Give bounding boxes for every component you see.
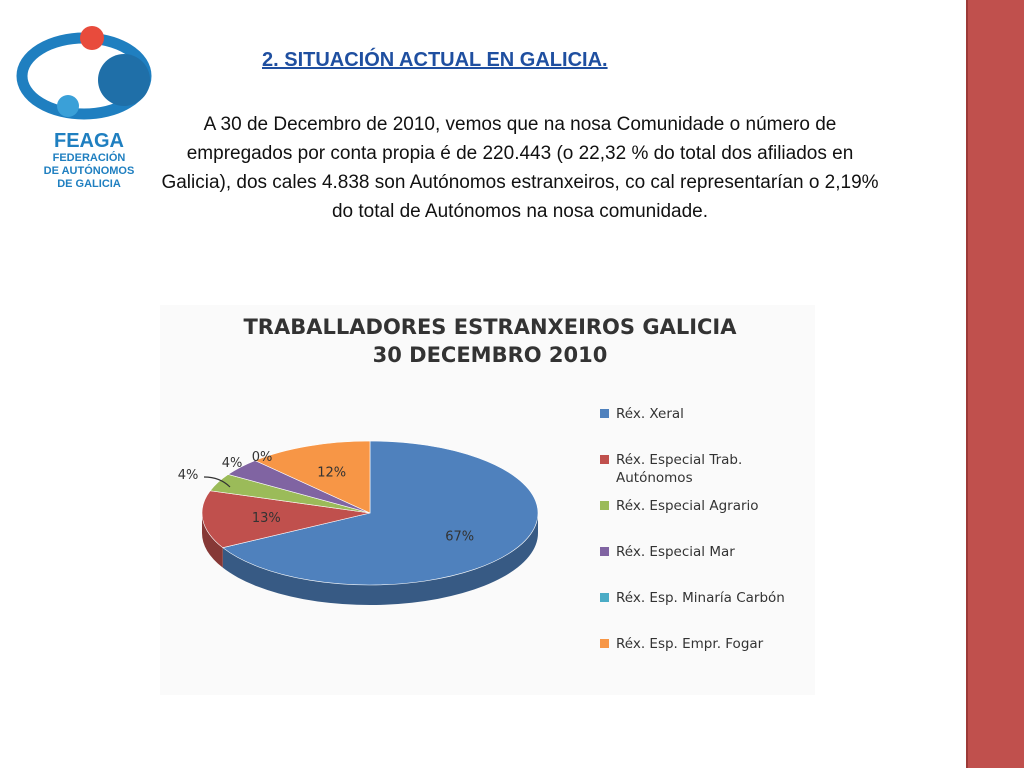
legend-label: Réx. Esp. Minaría Carbón: [616, 590, 785, 606]
chart-title: TRABALLADORES ESTRANXEIROS GALICIA: [243, 315, 737, 339]
logo-subtitle-line: DE AUTÓNOMOS: [43, 165, 135, 177]
chart-legend: [600, 405, 810, 681]
legend-label: Réx. Esp. Empr. Fogar: [616, 636, 764, 652]
data-label-rex-especial-mar: 4%: [221, 456, 243, 471]
data-label-rex-esp-empr-fogar: 12%: [317, 465, 347, 481]
data-label-rex-especial-trab-autonomos: 13%: [251, 511, 281, 527]
legend-item-rex-especial-agrario: [600, 497, 810, 543]
legend-swatch: [600, 547, 609, 556]
pie-chart: [160, 305, 815, 695]
pie-svg: [160, 305, 600, 695]
legend-item-rex-xeral: [600, 405, 810, 451]
data-label-rex-especial-agrario: 4%: [177, 468, 199, 483]
legend-swatch: [600, 593, 609, 602]
legend-swatch: [600, 455, 609, 464]
intro-paragraph: A 30 de Decembro de 2010, vemos que na nosa Comunidade o número de empregados por conta propia é de 220.443 (o 22,32 % do total dos afiliados en Galicia), dos cales 4.838 son Autónomos estranxeiros, co cal representarían o 2,19% do total de Autónomos na nosa comunidade.: [161, 114, 879, 222]
chart-subtitle: 30 DECEMBRO 2010: [372, 343, 608, 367]
logo-subtitle-line: FEDERACIÓN: [52, 152, 126, 164]
legend-swatch: [600, 639, 609, 648]
legend-item-rex-especial-mar: [600, 543, 810, 589]
legend-label: Réx. Especial Trab. Autónomos: [616, 452, 743, 486]
legend-item-rex-especial-trab-autonomos: [600, 451, 810, 497]
feaga-logo: [14, 18, 164, 208]
data-label-rex-xeral: 67%: [445, 529, 475, 545]
page-title: 2. SITUACIÓN ACTUAL EN GALICIA.: [262, 49, 608, 71]
data-label-rex-esp-minaria-carbon: 0%: [251, 450, 273, 465]
legend-label: Réx. Xeral: [616, 406, 684, 422]
logo-name: FEAGA: [54, 130, 124, 152]
logo-subtitle-line: DE GALICIA: [57, 178, 121, 190]
legend-label: Réx. Especial Agrario: [616, 498, 759, 514]
decorative-side-bar: [966, 0, 1024, 768]
legend-item-rex-esp-empr-fogar: [600, 635, 810, 681]
legend-item-rex-esp-minaria-carbon: [600, 589, 810, 635]
legend-label: Réx. Especial Mar: [616, 544, 735, 560]
legend-swatch: [600, 501, 609, 510]
logo-circles-icon: [14, 18, 164, 128]
legend-swatch: [600, 409, 609, 418]
